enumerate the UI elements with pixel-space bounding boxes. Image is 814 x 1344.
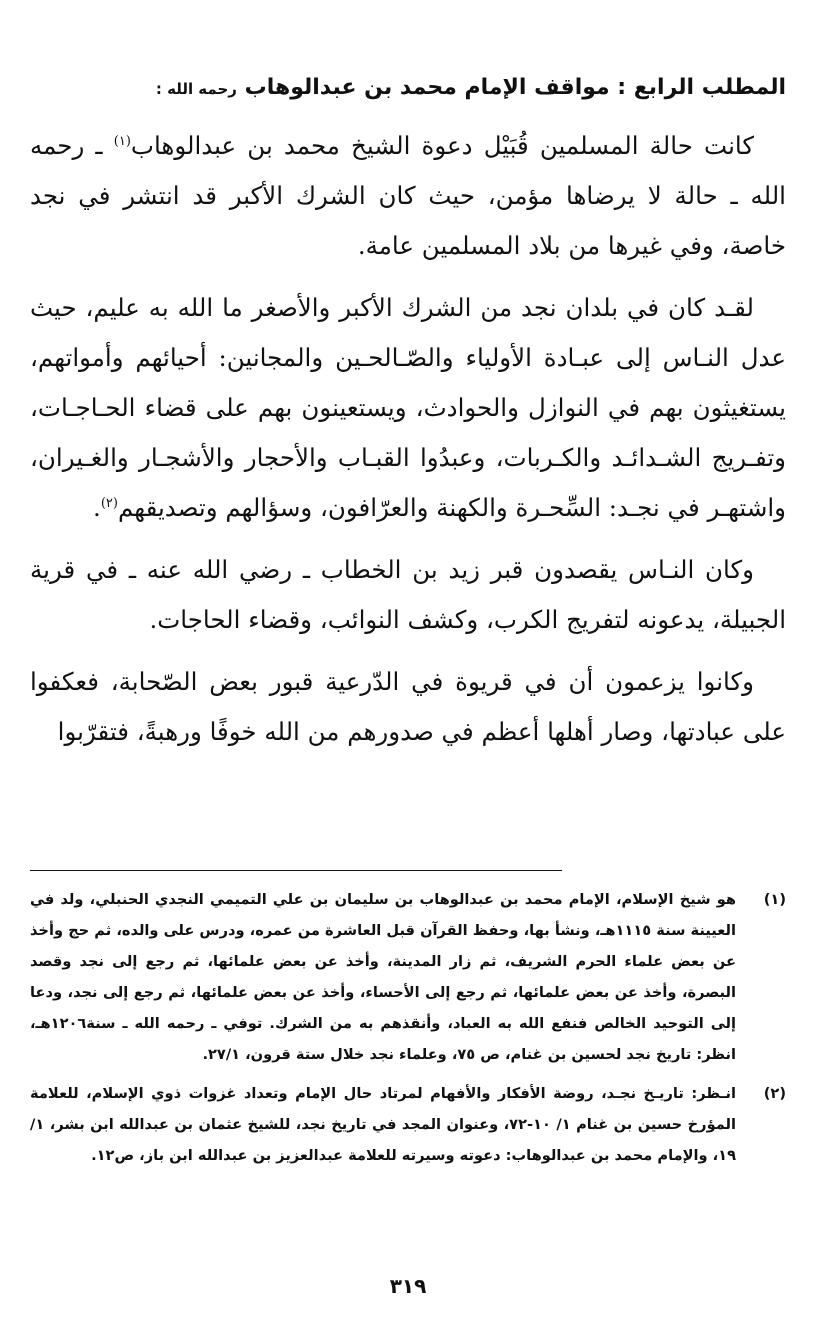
footnote-number: (٢) xyxy=(763,1085,786,1102)
footnote-number: (١) xyxy=(763,891,786,908)
body-paragraph-3 xyxy=(30,545,786,645)
page-number: ٣١٩ xyxy=(389,1274,427,1298)
paragraph-text: ـ رحمه الله ـ حالة لا يرضاها مؤمن، حيث كان الشرك الأكبر قد انتشر في نجد خاصة، وفي غيرها من بلاد المسلمين عامة. xyxy=(30,131,786,260)
footnote-divider xyxy=(30,870,562,871)
page-content xyxy=(30,64,786,1344)
footnote-reference-2[interactable]: (٢) xyxy=(100,495,118,511)
footnote-reference-1[interactable]: (١) xyxy=(113,133,131,149)
paragraph-text: كانت حالة المسلمين قُبَيْل دعوة الشيخ محمد بن عبدالوهاب xyxy=(130,131,755,160)
body-paragraph-2 xyxy=(30,283,786,533)
paragraph-text: وكان النـاس يقصدون قبر زيد بن الخطاب ـ رضي الله عنه ـ في قرية الجبيلة، يدعونه لتفريج الكرب، وكشف النوائب، وقضاء الحاجات. xyxy=(30,555,786,634)
footnotes-section xyxy=(30,884,786,1179)
section-heading xyxy=(30,64,786,113)
footnote-text: هو شيخ الإسلام، الإمام محمد بن عبدالوهاب بن سليمان بن علي التميمي النجدي الحنبلي، ولد في العيينة سنة ١١١٥هـ، ونشأ بها، وحفظ القرآن قبل العاشرة من عمره، ودرس على والده، ثم حج وأخذ عن بعض علماء الحرم الشريف، ثم زار المدينة، وأخذ عن بعض علمائها، ثم رجع إلى نجد وقصد البصرة، وأخذ عن بعض علمائها، ثم رجع إلى الأحساء، وأخذ عن بعض علمائها، ثم رجع إلى نجد، ودعا إلى التوحيد الخالص فنفع الله به العباد، وأنقذهم به من الشرك. توفي ـ رحمه الله ـ سنة١٢٠٦هـ، انظر: تاريخ نجد لحسين بن غنام، ص ٧٥، وعلماء نجد خلال ستة قرون، ٢٧/١. xyxy=(30,891,736,1063)
heading-main: المطلب الرابع : مواقف الإمام محمد بن عبدالوهاب xyxy=(244,75,786,100)
paragraph-text: وكانوا يزعمون أن في قريوة في الدّرعية قبور بعض الصّحابة، فعكفوا على عبادتها، وصار أهلها أعظم في صدورهم من الله خوفًا ورهبةً، فتقرّبوا xyxy=(30,667,786,746)
paragraph-text: لقـد كان في بلدان نجد من الشرك الأكبر والأصغر ما الله به عليم، حيث عدل النـاس إلى عبـادة الأولياء والصّـالحـين والمجانين: أحيائهم وأمواتهم، يستغيثون بهم في النوازل والحوادث، ويستعينون بهم على قضاء الحـاجـات، وتفـريج الشـدائـد والكـربات، وعبدُوا القبـاب والأحجار والأشجـار والغـيران، واشتهـر في نجـد: السِّحـرة والكهنة والعرّافون، وسؤالهم وتصديقهم xyxy=(30,293,786,522)
heading-honorific: رحمه الله : xyxy=(155,80,237,98)
footnote-2 xyxy=(30,1078,786,1171)
paragraph-text: . xyxy=(93,493,101,522)
footnote-text: انـظر: تاريـخ نجـد، روضة الأفكار والأفهام لمرتاد حال الإمام وتعداد غزوات ذوي الإسلام، للعلامة المؤرخ حسين بن غنام ١/ ١٠-٧٢، وعنوان المجد في تاريخ نجد، للشيخ عثمان بن عبدالله ابن بشر، ١/ ١٩، والإمام محمد بن عبدالوهاب: دعوته وسيرته للعلامة عبدالعزيز بن عبدالله ابن باز، ص١٢. xyxy=(30,1085,736,1164)
body-paragraph-1 xyxy=(30,121,786,271)
footnote-1 xyxy=(30,884,786,1070)
body-paragraph-4 xyxy=(30,657,786,757)
